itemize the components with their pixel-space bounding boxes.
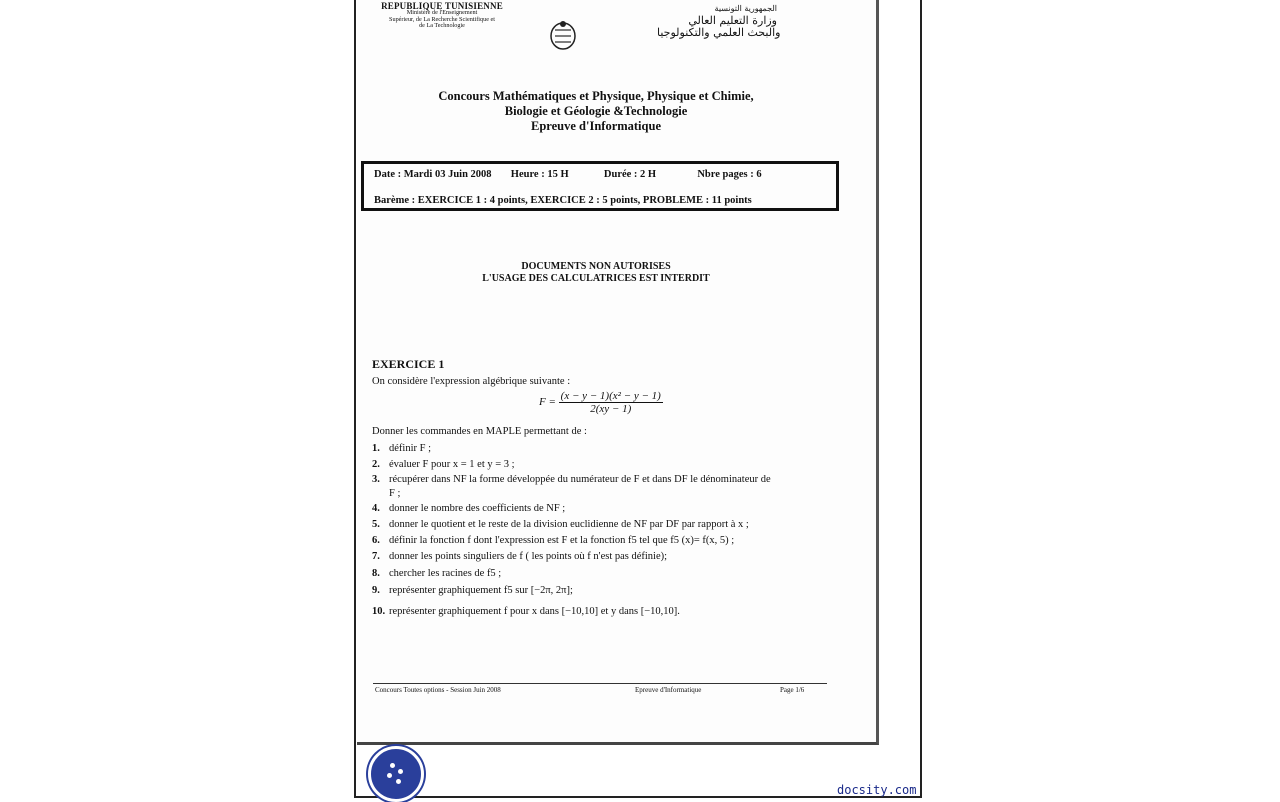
notice-calculators: L'USAGE DES CALCULATRICES EST INTERDIT — [482, 273, 710, 284]
footer-session: Concours Toutes options - Session Juin 2008 — [375, 686, 501, 694]
exam-title-line-2: Biologie et Géologie &Technologie — [504, 104, 688, 118]
arabic-line-3: والبحث العلمي والتكنولوجيا — [657, 26, 781, 39]
formula-fraction — [559, 390, 663, 415]
formula-lhs: F = — [539, 396, 556, 409]
exam-grading-scale: Barème : EXERCICE 1 : 4 points, EXERCICE 2 : 5 points, PROBLEME : 11 points — [374, 195, 752, 206]
exam-title-line-1: Concours Mathématiques et Physique, Physique et Chimie, — [438, 89, 754, 103]
footer-rule — [373, 683, 827, 684]
list-item: 6. définir la fonction f dont l'expression est F et la fonction f5 tel que f5 (x)= f(x, 5) ; — [372, 535, 735, 546]
arabic-header — [657, 3, 781, 39]
tunisia-seal-icon — [547, 18, 579, 52]
exercise-heading: EXERCICE 1 — [372, 357, 445, 371]
docsity-brand-link[interactable]: docsity.com — [837, 783, 917, 797]
info-row-1 — [374, 169, 762, 180]
ministry-line-2: Supérieur, de La Recherche Scientifique et — [389, 15, 495, 23]
arabic-line-2: وزارة التعليم العالي — [688, 14, 777, 27]
republic-label: REPUBLIQUE TUNISIENNE — [381, 1, 503, 11]
list-item: 9. représenter graphiquement f5 sur [−2π, 2π]; — [372, 585, 573, 596]
ministry-line-1: Ministère de l'Enseignement — [406, 9, 478, 16]
exam-info-box — [361, 161, 839, 211]
list-item: F ; — [389, 488, 401, 499]
list-item: 3. récupérer dans NF la forme développée du numérateur de F et dans DF le dénominateur de — [372, 474, 771, 485]
ministry-line-3: de La Technologie — [419, 22, 465, 29]
formula-denominator: 2(xy − 1) — [590, 403, 632, 415]
exam-title-line-3: Epreuve d'Informatique — [531, 119, 661, 133]
footer-page-number: Page 1/6 — [780, 686, 805, 694]
exam-page-count: Nbre pages : 6 — [697, 169, 762, 180]
exercise-intro: On considère l'expression algébrique suivante : — [372, 376, 571, 387]
list-item: 1. définir F ; — [372, 443, 431, 454]
exam-time: Heure : 15 H — [510, 169, 569, 180]
list-item: 10. représenter graphiquement f pour x dans [−10,10] et y dans [−10,10]. — [372, 606, 680, 617]
formula-numerator: (x − y − 1)(x² − y − 1) — [560, 390, 661, 402]
expression-formula — [539, 390, 663, 415]
list-item: 7. donner les points singuliers de f ( les points où f n'est pas définie); — [372, 551, 668, 562]
ministry-header — [377, 2, 507, 30]
notice-documents: DOCUMENTS NON AUTORISES — [521, 261, 671, 272]
commands-intro: Donner les commandes en MAPLE permettant de : — [372, 426, 587, 437]
exam-date: Date : Mardi 03 Juin 2008 — [374, 169, 492, 180]
list-item: 8. chercher les racines de f5 ; — [372, 568, 502, 579]
scanned-page — [357, 0, 879, 745]
arabic-line-1: الجمهورية التونسية — [714, 4, 777, 13]
list-item: 4. donner le nombre des coefficients de NF ; — [372, 503, 566, 514]
docsity-logo-icon[interactable] — [368, 746, 424, 802]
exam-duration: Durée : 2 H — [603, 169, 657, 180]
list-item: 5. donner le quotient et le reste de la division euclidienne de NF par DF par rapport à x ; — [372, 519, 749, 530]
footer-subject: Epreuve d'Informatique — [635, 686, 702, 694]
list-item: 2. évaluer F pour x = 1 et y = 3 ; — [372, 459, 515, 470]
